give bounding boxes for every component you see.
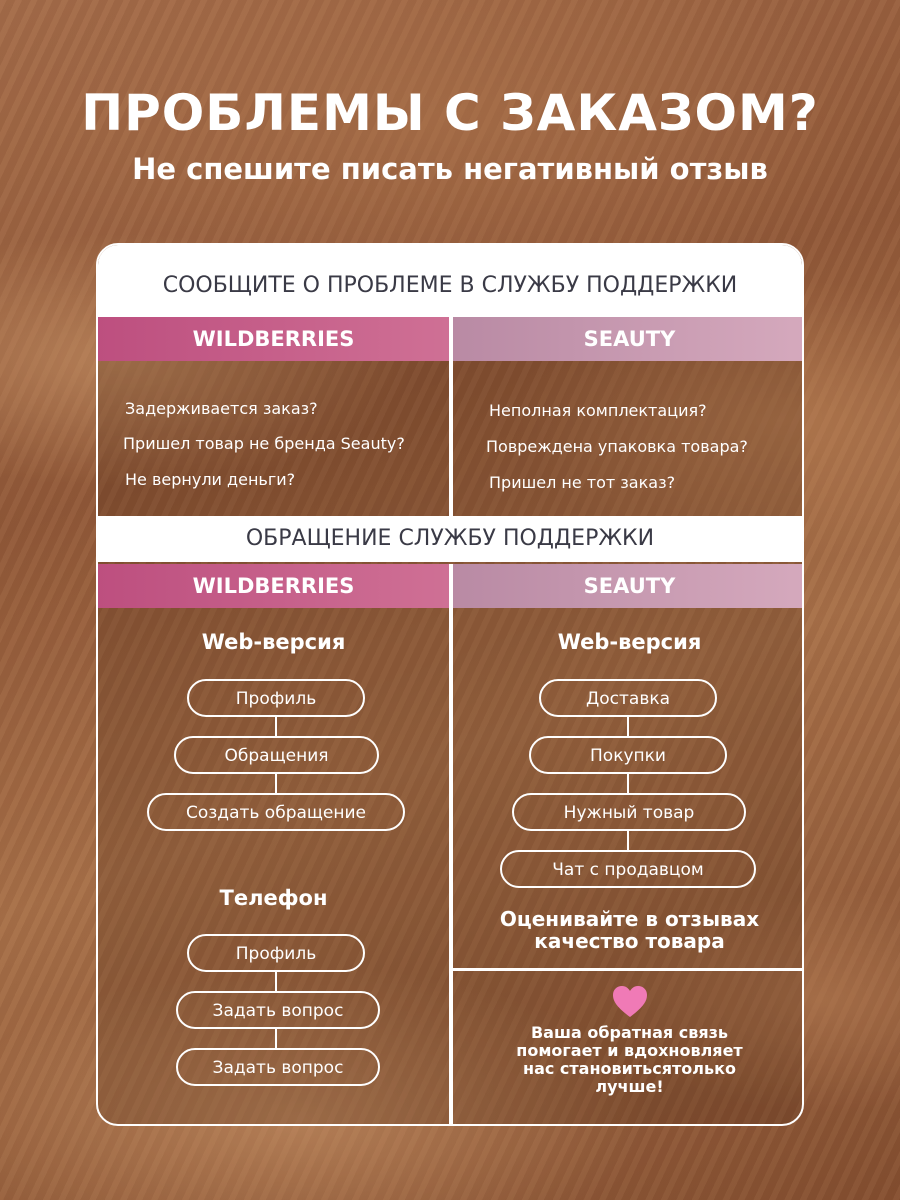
report-issue: Задерживается заказ? (125, 399, 318, 418)
report-issue: Пришел товар не бренда Seauty? (123, 434, 405, 453)
seauty-web-step: Нужный товар (512, 793, 746, 831)
review-note-line: качество товара (534, 929, 725, 953)
review-note-line: Оценивайте в отзывах (499, 907, 760, 931)
feedback-note (453, 1024, 804, 1096)
report-issue: Пришел не тот заказ? (489, 473, 676, 492)
appeal-col-wildberries: WILDBERRIES (98, 564, 449, 608)
step-connector (275, 717, 277, 736)
report-column-divider (449, 317, 453, 516)
seauty-row-divider (453, 968, 804, 971)
step-connector (627, 831, 629, 850)
appeal-col-seauty: SEAUTY (453, 564, 804, 608)
report-issue: Не вернули деньги? (125, 470, 296, 489)
report-issue: Неполная комплектация? (489, 401, 707, 420)
feedback-line: помогает и вдохновляет (516, 1041, 743, 1060)
feedback-line: нас становитьсятолько (523, 1059, 736, 1078)
wb-phone-title: Телефон (219, 886, 328, 910)
step-connector (275, 972, 277, 991)
report-issue: Повреждена упаковка товара? (486, 437, 748, 456)
wb-phone-step: Профиль (187, 934, 365, 972)
step-connector (275, 774, 277, 793)
seauty-web-step: Покупки (529, 736, 727, 774)
wb-web-step: Создать обращение (147, 793, 405, 831)
wb-web-step: Профиль (187, 679, 365, 717)
page-subtitle: Не спешите писать негативный отзыв (132, 152, 768, 186)
wb-web-step: Обращения (174, 736, 379, 774)
report-col-seauty: SEAUTY (453, 317, 804, 361)
heart-icon (612, 985, 648, 1019)
wb-web-title: Web-версия (201, 630, 346, 654)
feedback-line: Ваша обратная связь (530, 1023, 729, 1042)
feedback-line: лучше! (595, 1077, 664, 1096)
review-note (453, 908, 804, 952)
appeal-heading: ОБРАЩЕНИЕ СЛУЖБУ ПОДДЕРЖКИ (98, 516, 802, 562)
step-connector (627, 774, 629, 793)
seauty-web-step: Чат с продавцом (500, 850, 756, 888)
support-panel (96, 243, 804, 1126)
step-connector (275, 1029, 277, 1048)
wb-phone-step: Задать вопрос (176, 991, 380, 1029)
page-title: ПРОБЛЕМЫ С ЗАКАЗОМ? (81, 84, 819, 142)
step-connector (627, 717, 629, 736)
report-col-wildberries: WILDBERRIES (98, 317, 449, 361)
seauty-web-step: Доставка (539, 679, 717, 717)
seauty-web-title: Web-версия (557, 630, 702, 654)
report-heading: СООБЩИТЕ О ПРОБЛЕМЕ В СЛУЖБУ ПОДДЕРЖКИ (98, 245, 802, 317)
wb-phone-step: Задать вопрос (176, 1048, 380, 1086)
